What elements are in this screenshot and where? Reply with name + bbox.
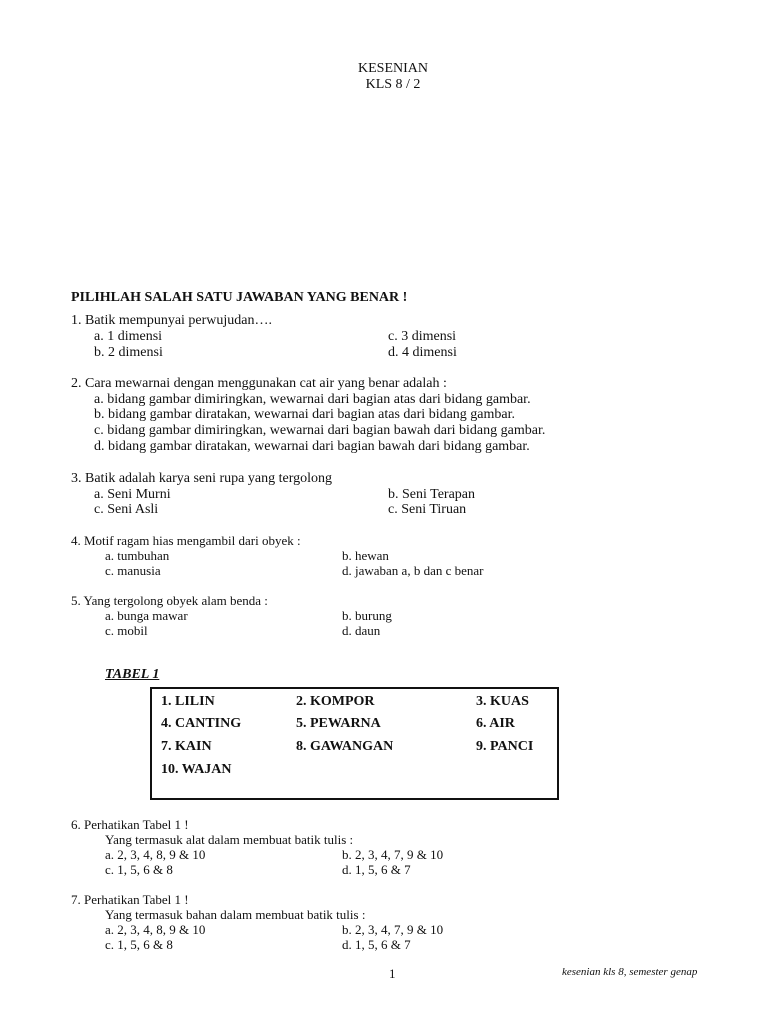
option-d: d. bidang gambar diratakan, wewarnai dari bagian bawah dari bidang gambar. xyxy=(94,439,530,454)
header-subject: KESENIAN xyxy=(358,61,428,76)
option-a: a. tumbuhan xyxy=(105,548,170,563)
tabel-item: 7. KAIN xyxy=(161,739,212,754)
question-subtext: Yang termasuk alat dalam membuat batik tulis : xyxy=(105,832,354,847)
option-a: a. 1 dimensi xyxy=(94,329,163,344)
option-c: c. 3 dimensi xyxy=(388,329,457,344)
page-number: 1 xyxy=(389,966,396,981)
option-c: c. manusia xyxy=(105,563,161,578)
option-b: b. 2, 3, 4, 7, 9 & 10 xyxy=(342,922,444,937)
option-d: d. daun xyxy=(342,623,381,638)
question-subtext: Yang termasuk bahan dalam membuat batik tulis : xyxy=(105,907,366,922)
question-text: 2. Cara mewarnai dengan menggunakan cat air yang benar adalah : xyxy=(71,376,447,391)
question-text: 3. Batik adalah karya seni rupa yang tergolong xyxy=(71,471,332,486)
question-text: 5. Yang tergolong obyek alam benda : xyxy=(71,593,268,608)
option-b: b. 2 dimensi xyxy=(94,345,163,360)
question-text: 1. Batik mempunyai perwujudan…. xyxy=(71,313,273,328)
option-d: d. 1, 5, 6 & 7 xyxy=(342,862,411,877)
option-c: c. bidang gambar dimiringkan, wewarnai dari bagian bawah dari bidang gambar. xyxy=(94,423,546,438)
option-c: c. 1, 5, 6 & 8 xyxy=(105,862,173,877)
tabel-item: 3. KUAS xyxy=(476,694,529,709)
question-text: 6. Perhatikan Tabel 1 ! xyxy=(71,817,189,832)
tabel-box xyxy=(150,687,559,800)
option-b: b. hewan xyxy=(342,548,389,563)
tabel-title: TABEL 1 xyxy=(105,667,160,682)
question-text: 7. Perhatikan Tabel 1 ! xyxy=(71,892,189,907)
option-b: b. Seni Terapan xyxy=(388,487,476,502)
option-a: a. 2, 3, 4, 8, 9 & 10 xyxy=(105,922,206,937)
tabel-item: 5. PEWARNA xyxy=(296,716,381,731)
tabel-item: 8. GAWANGAN xyxy=(296,739,394,754)
tabel-item: 6. AIR xyxy=(476,716,515,731)
option-d: d. jawaban a, b dan c benar xyxy=(342,563,484,578)
option-d: d. 4 dimensi xyxy=(388,345,457,360)
footer-note: kesenian kls 8, semester genap xyxy=(562,966,698,978)
option-a: a. bunga mawar xyxy=(105,608,188,623)
instruction: PILIHLAH SALAH SATU JAWABAN YANG BENAR ! xyxy=(71,290,408,305)
header-class: KLS 8 / 2 xyxy=(365,77,421,92)
option-b: b. burung xyxy=(342,608,392,623)
option-d: d. 1, 5, 6 & 7 xyxy=(342,937,411,952)
option-a: a. bidang gambar dimiringkan, wewarnai dari bagian atas dari bidang gambar. xyxy=(94,392,531,407)
option-c: c. mobil xyxy=(105,623,148,638)
option-b: b. bidang gambar diratakan, wewarnai dari bagian atas dari bidang gambar. xyxy=(94,407,516,422)
question-text: 4. Motif ragam hias mengambil dari obyek : xyxy=(71,533,301,548)
tabel-item: 4. CANTING xyxy=(161,716,242,731)
option-d: c. Seni Tiruan xyxy=(388,502,467,517)
tabel-item: 10. WAJAN xyxy=(161,762,232,777)
tabel-item: 2. KOMPOR xyxy=(296,694,375,709)
option-a: a. Seni Murni xyxy=(94,487,171,502)
option-c: c. Seni Asli xyxy=(94,502,159,517)
tabel-item: 1. LILIN xyxy=(161,694,215,709)
option-a: a. 2, 3, 4, 8, 9 & 10 xyxy=(105,847,206,862)
option-b: b. 2, 3, 4, 7, 9 & 10 xyxy=(342,847,444,862)
tabel-item: 9. PANCI xyxy=(476,739,534,754)
option-c: c. 1, 5, 6 & 8 xyxy=(105,937,173,952)
